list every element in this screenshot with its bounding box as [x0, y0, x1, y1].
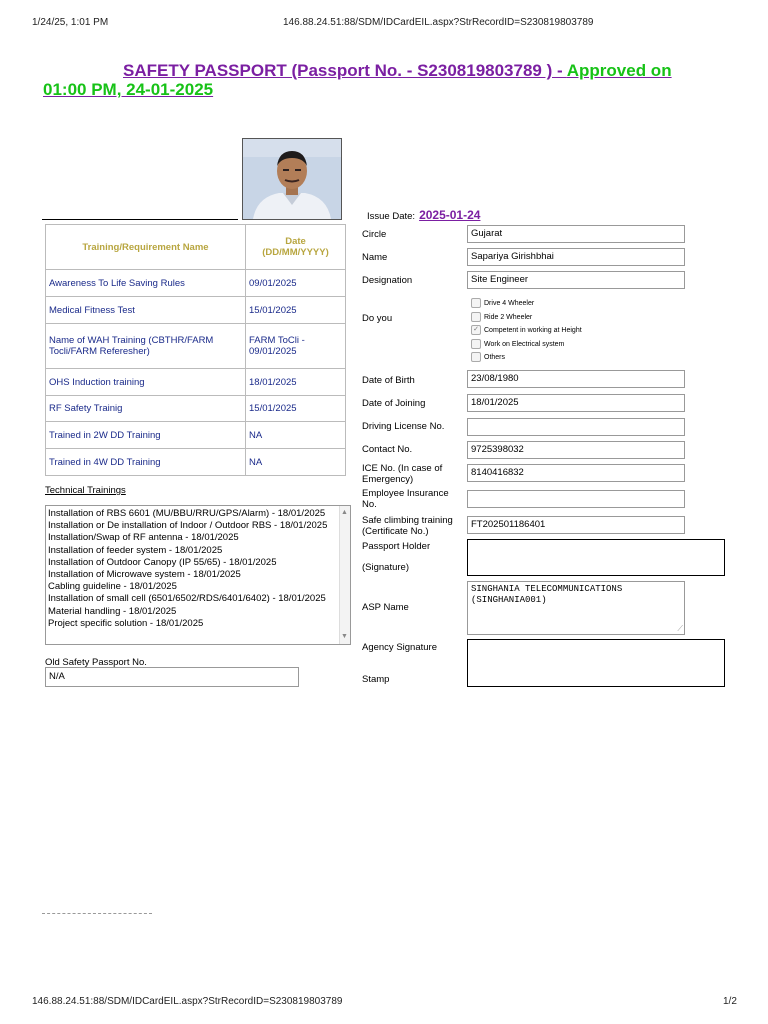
asp-name-line2: (SINGHANIA001) — [471, 595, 547, 605]
scroll-down-icon[interactable]: ▼ — [341, 632, 348, 640]
training-date: NA — [246, 422, 346, 449]
checkbox-checked-icon[interactable]: ✓ — [471, 325, 481, 335]
option-label: Ride 2 Wheeler — [484, 313, 533, 321]
asp-name-textarea[interactable] — [467, 581, 685, 635]
training-name: OHS Induction training — [46, 369, 246, 396]
contact-label: Contact No. — [362, 444, 413, 455]
option-ride-2-wheeler[interactable] — [471, 312, 532, 322]
print-url: 146.88.24.51:88/SDM/IDCardEIL.aspx?StrRecordID=S230819803789 — [283, 17, 594, 28]
option-label: Drive 4 Wheeler — [484, 299, 535, 307]
technical-trainings-listbox[interactable] — [45, 505, 351, 645]
table-row — [46, 324, 346, 369]
training-date: 15/01/2025 — [246, 396, 346, 422]
contact-field[interactable]: 9725398032 — [467, 441, 685, 459]
passport-holder-sub-label: (Signature) — [362, 562, 409, 573]
training-date: 15/01/2025 — [246, 297, 346, 324]
footer-page-number: 1/2 — [723, 996, 737, 1007]
ice-field[interactable]: 8140416832 — [467, 464, 685, 482]
employee-photo — [242, 138, 342, 220]
designation-field[interactable]: Site Engineer — [467, 271, 685, 289]
name-label: Name — [362, 252, 388, 263]
training-table-header — [46, 225, 346, 270]
checkbox-unchecked-icon[interactable] — [471, 312, 481, 322]
checkbox-unchecked-icon[interactable] — [471, 352, 481, 362]
option-drive-4-wheeler[interactable] — [471, 298, 534, 308]
agency-signature-box[interactable] — [467, 639, 725, 687]
doj-label: Date of Joining — [362, 398, 426, 409]
footer-url: 146.88.24.51:88/SDM/IDCardEIL.aspx?StrRecordID=S230819803789 — [32, 996, 343, 1007]
list-item[interactable]: Installation of feeder system - 18/01/2025 — [48, 544, 223, 556]
circle-field[interactable]: Gujarat — [467, 225, 685, 243]
driving-license-field[interactable] — [467, 418, 685, 436]
list-item[interactable]: Installation of small cell (6501/6502/RDS/6401/6402) - 18/01/2025 — [48, 593, 326, 605]
asp-name-label: ASP Name — [362, 602, 409, 613]
checkbox-unchecked-icon[interactable] — [471, 339, 481, 349]
training-name: Trained in 4W DD Training — [46, 449, 246, 476]
safe-climbing-label: Safe climbing training (Certificate No.) — [362, 515, 453, 537]
header-training-name: Training/Requirement Name — [46, 225, 246, 270]
asp-name-line1: SINGHANIA TELECOMMUNICATIONS — [471, 584, 623, 594]
listbox-scrollbar[interactable] — [339, 506, 350, 644]
training-table — [45, 224, 346, 476]
issue-date — [367, 208, 480, 222]
list-item[interactable]: Material handling - 18/01/2025 — [48, 605, 177, 617]
signature-line — [42, 219, 238, 220]
dashed-divider — [42, 913, 152, 914]
doj-field[interactable]: 18/01/2025 — [467, 394, 685, 412]
approval-datetime: 01:00 PM, 24-01-2025 — [43, 80, 214, 99]
ice-label: ICE No. (In case of Emergency) — [362, 463, 443, 485]
page-title — [123, 61, 672, 81]
insurance-field[interactable] — [467, 490, 685, 508]
person-photo-icon — [243, 139, 341, 219]
list-item[interactable]: Installation of Microwave system - 18/01/2025 — [48, 569, 241, 581]
option-label: Work on Electrical system — [484, 340, 565, 348]
training-date: FARM ToCli - 09/01/2025 — [246, 324, 346, 369]
training-date: NA — [246, 449, 346, 476]
training-name: RF Safety Trainig — [46, 396, 246, 422]
safe-climbing-field[interactable]: FT202501186401 — [467, 516, 685, 534]
print-datetime: 1/24/25, 1:01 PM — [32, 17, 109, 28]
training-name: Name of WAH Training (CBTHR/FARM Tocli/FARM Referesher) — [46, 324, 246, 369]
option-others[interactable] — [471, 352, 505, 362]
option-label: Competent in working at Height — [484, 326, 582, 334]
header-date — [246, 225, 346, 270]
name-field[interactable]: Sapariya Girishbhai — [467, 248, 685, 266]
driving-license-label: Driving License No. — [362, 421, 445, 432]
do-you-label: Do you — [362, 313, 393, 324]
option-electrical-system[interactable] — [471, 339, 564, 349]
dob-field[interactable]: 23/08/1980 — [467, 370, 685, 388]
resize-handle-icon[interactable]: ⟋ — [677, 624, 683, 633]
title-passport: SAFETY PASSPORT (Passport No. - S230819803789 ) - — [123, 61, 567, 80]
title-approved: Approved on — [566, 61, 672, 80]
technical-trainings-label: Technical Trainings — [45, 485, 126, 496]
title-approval-time — [43, 80, 213, 100]
list-item[interactable]: Cabling guideline - 18/01/2025 — [48, 581, 177, 593]
checkbox-unchecked-icon[interactable] — [471, 298, 481, 308]
list-item[interactable]: Installation/Swap of RF antenna - 18/01/2025 — [48, 532, 239, 544]
stamp-label: Stamp — [362, 674, 390, 685]
header-date-format: (DD/MM/YYYY) — [262, 247, 329, 258]
list-item[interactable]: Installation or De installation of Indoor / Outdoor RBS - 18/01/2025 — [48, 520, 328, 532]
training-date: 18/01/2025 — [246, 369, 346, 396]
issue-date-value: 2025-01-24 — [419, 208, 481, 222]
dob-label: Date of Birth — [362, 375, 415, 386]
circle-label: Circle — [362, 229, 387, 240]
training-name: Trained in 2W DD Training — [46, 422, 246, 449]
passport-holder-signature-box[interactable] — [467, 539, 725, 576]
issue-date-label: Issue Date: — [367, 211, 416, 222]
list-item[interactable]: Project specific solution - 18/01/2025 — [48, 617, 204, 629]
old-passport-field[interactable]: N/A — [45, 667, 299, 687]
table-row — [46, 270, 346, 297]
scroll-up-icon[interactable]: ▲ — [341, 509, 348, 516]
passport-holder-label: Passport Holder — [362, 541, 431, 552]
table-row — [46, 297, 346, 324]
training-name: Medical Fitness Test — [46, 297, 246, 324]
designation-label: Designation — [362, 275, 413, 286]
table-row — [46, 449, 346, 476]
option-label: Others — [484, 353, 506, 361]
list-item[interactable]: Installation of RBS 6601 (MU/BBU/RRU/GPS/Alarm) - 18/01/2025 — [48, 508, 326, 519]
agency-signature-label: Agency Signature — [362, 642, 437, 653]
training-date: 09/01/2025 — [246, 270, 346, 297]
table-row — [46, 396, 346, 422]
old-passport-label: Old Safety Passport No. — [45, 657, 147, 668]
header-date-label: Date — [285, 236, 306, 247]
option-working-at-height[interactable] — [471, 325, 582, 335]
list-item[interactable]: Installation of Outdoor Canopy (IP 55/65) - 18/01/2025 — [48, 556, 277, 568]
insurance-label: Employee Insurance No. — [362, 488, 449, 510]
table-row — [46, 422, 346, 449]
table-row — [46, 369, 346, 396]
training-name: Awareness To Life Saving Rules — [46, 270, 246, 297]
